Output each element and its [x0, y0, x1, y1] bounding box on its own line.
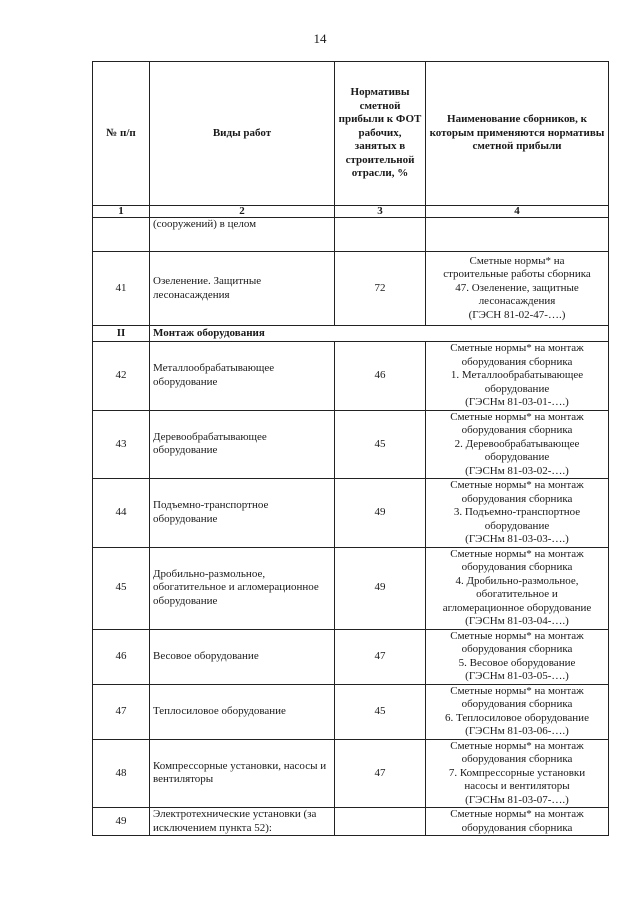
- row-rate: 46: [335, 342, 426, 411]
- collection-line: (ГЭСНм 81-03-06-….): [465, 725, 569, 737]
- column-index: 3: [335, 206, 426, 218]
- table-row: [93, 547, 609, 629]
- row-work: Озеленение. Защитные лесонасаждения: [150, 252, 335, 326]
- header-work: Виды работ: [150, 62, 335, 206]
- row-collection: [426, 547, 609, 629]
- row-work: Деревообрабатывающее оборудование: [150, 410, 335, 479]
- collection-line: обогатительное и: [476, 588, 558, 600]
- collection-line: 2. Деревообрабатывающее: [454, 437, 580, 450]
- section-title: Монтаж оборудования: [150, 326, 609, 342]
- collection-line: Сметные нормы* на монтаж: [450, 479, 584, 491]
- table-row: [93, 342, 609, 411]
- row-work: Компрессорные установки, насосы и вентиляторы: [150, 739, 335, 808]
- collection-line: Сметные нормы* на монтаж: [450, 739, 584, 752]
- header-rate: Нормативы сметной прибыли к ФОТ рабочих, занятых в строительной отрасли, %: [335, 62, 426, 206]
- collection-line: лесонасаждения: [478, 295, 556, 308]
- row-work: (сооружений) в целом: [150, 218, 335, 252]
- row-collection: [426, 342, 609, 411]
- column-index: 2: [150, 206, 335, 218]
- collection-line: оборудование: [484, 382, 550, 395]
- row-collection: [426, 218, 609, 252]
- row-num: [93, 218, 150, 252]
- row-rate: 47: [335, 739, 426, 808]
- collection-line: строительные работы сборника: [443, 268, 591, 281]
- row-num: 41: [93, 252, 150, 326]
- header-collections: Наименование сборников, к которым применяются нормативы сметной прибыли: [426, 62, 609, 206]
- row-work: Металлообрабатывающее оборудование: [150, 342, 335, 411]
- row-num: 42: [93, 342, 150, 411]
- collection-line: (ГЭСНм 81-03-02-….): [465, 464, 569, 477]
- collection-line: (ГЭСН 81-02-47-….): [468, 308, 566, 321]
- row-rate: [335, 808, 426, 836]
- section-num: II: [93, 326, 150, 342]
- row-work: Подъемно-транспортное оборудование: [150, 479, 335, 548]
- row-rate: 49: [335, 547, 426, 629]
- row-collection: [426, 252, 609, 326]
- row-collection: [426, 684, 609, 739]
- collection-line: 3. Подъемно-транспортное: [453, 506, 581, 518]
- collection-line: оборудования сборника: [461, 492, 573, 505]
- collection-line: оборудования сборника: [461, 561, 573, 573]
- row-num: 47: [93, 684, 150, 739]
- header-num: № п/п: [93, 62, 150, 206]
- header-row: [93, 62, 609, 206]
- row-collection: [426, 479, 609, 548]
- collection-line: Сметные нормы* на монтаж: [450, 808, 584, 820]
- collection-line: 5. Весовое оборудование: [458, 656, 576, 669]
- collection-line: Сметные нормы* на монтаж: [450, 547, 584, 560]
- row-collection: [426, 739, 609, 808]
- collection-line: Сметные нормы* на: [469, 254, 565, 267]
- collection-line: агломерационное оборудование: [442, 601, 592, 614]
- row-num: 48: [93, 739, 150, 808]
- collection-line: (ГЭСНм 81-03-01-….): [465, 396, 569, 408]
- row-work: Дробильно-размольное, обогатительное и агломерационное оборудование: [150, 547, 335, 629]
- row-rate: [335, 218, 426, 252]
- row-work: Весовое оборудование: [150, 629, 335, 684]
- collection-line: Сметные нормы* на монтаж: [450, 410, 584, 423]
- row-num: 46: [93, 629, 150, 684]
- profit-norms-table: [92, 61, 609, 836]
- collection-line: оборудование: [484, 451, 550, 463]
- row-collection: [426, 808, 609, 836]
- table-row: [93, 479, 609, 548]
- collection-line: (ГЭСНм 81-03-04-….): [465, 615, 569, 627]
- row-num: 44: [93, 479, 150, 548]
- collection-line: оборудования сборника: [461, 821, 573, 834]
- collection-line: 47. Озеленение, защитные: [455, 281, 579, 294]
- row-collection: [426, 410, 609, 479]
- row-num: 49: [93, 808, 150, 836]
- collection-line: Сметные нормы* на монтаж: [450, 684, 584, 697]
- column-index: 4: [426, 206, 609, 218]
- collection-line: оборудования сборника: [461, 424, 573, 436]
- collection-line: 6. Теплосиловое оборудование: [445, 711, 589, 724]
- table-row: [93, 629, 609, 684]
- table-row: [93, 808, 609, 836]
- row-num: 43: [93, 410, 150, 479]
- collection-line: (ГЭСНм 81-03-03-….): [465, 533, 569, 545]
- table-row: [93, 739, 609, 808]
- collection-line: 7. Компрессорные установки: [448, 766, 586, 779]
- table-row: [93, 410, 609, 479]
- row-rate: 49: [335, 479, 426, 548]
- column-index: 1: [93, 206, 150, 218]
- row-rate: 45: [335, 410, 426, 479]
- row-collection: [426, 629, 609, 684]
- collection-line: оборудования сборника: [461, 643, 573, 655]
- column-index-row: [93, 206, 609, 218]
- row-rate: 47: [335, 629, 426, 684]
- collection-line: Сметные нормы* на монтаж: [450, 342, 584, 354]
- collection-line: насосы и вентиляторы: [464, 780, 570, 792]
- continuation-row: [93, 218, 609, 252]
- row-rate: 72: [335, 252, 426, 326]
- section-row: [93, 326, 609, 342]
- collection-line: (ГЭСНм 81-03-05-….): [465, 670, 569, 682]
- collection-line: оборудования сборника: [461, 698, 573, 710]
- collection-line: оборудования сборника: [461, 753, 573, 765]
- collection-line: оборудования сборника: [461, 355, 573, 368]
- collection-line: оборудование: [484, 519, 550, 532]
- row-work: Электротехнические установки (за исключением пункта 52):: [150, 808, 335, 836]
- table-row: [93, 252, 609, 326]
- table-row: [93, 684, 609, 739]
- row-work: Теплосиловое оборудование: [150, 684, 335, 739]
- collection-line: Сметные нормы* на монтаж: [450, 629, 584, 642]
- collection-line: 4. Дробильно-размольное,: [455, 574, 579, 587]
- row-num: 45: [93, 547, 150, 629]
- page-number: 14: [313, 31, 327, 46]
- collection-line: (ГЭСНм 81-03-07-….): [465, 793, 569, 806]
- collection-line: 1. Металлообрабатывающее: [450, 369, 584, 381]
- row-rate: 45: [335, 684, 426, 739]
